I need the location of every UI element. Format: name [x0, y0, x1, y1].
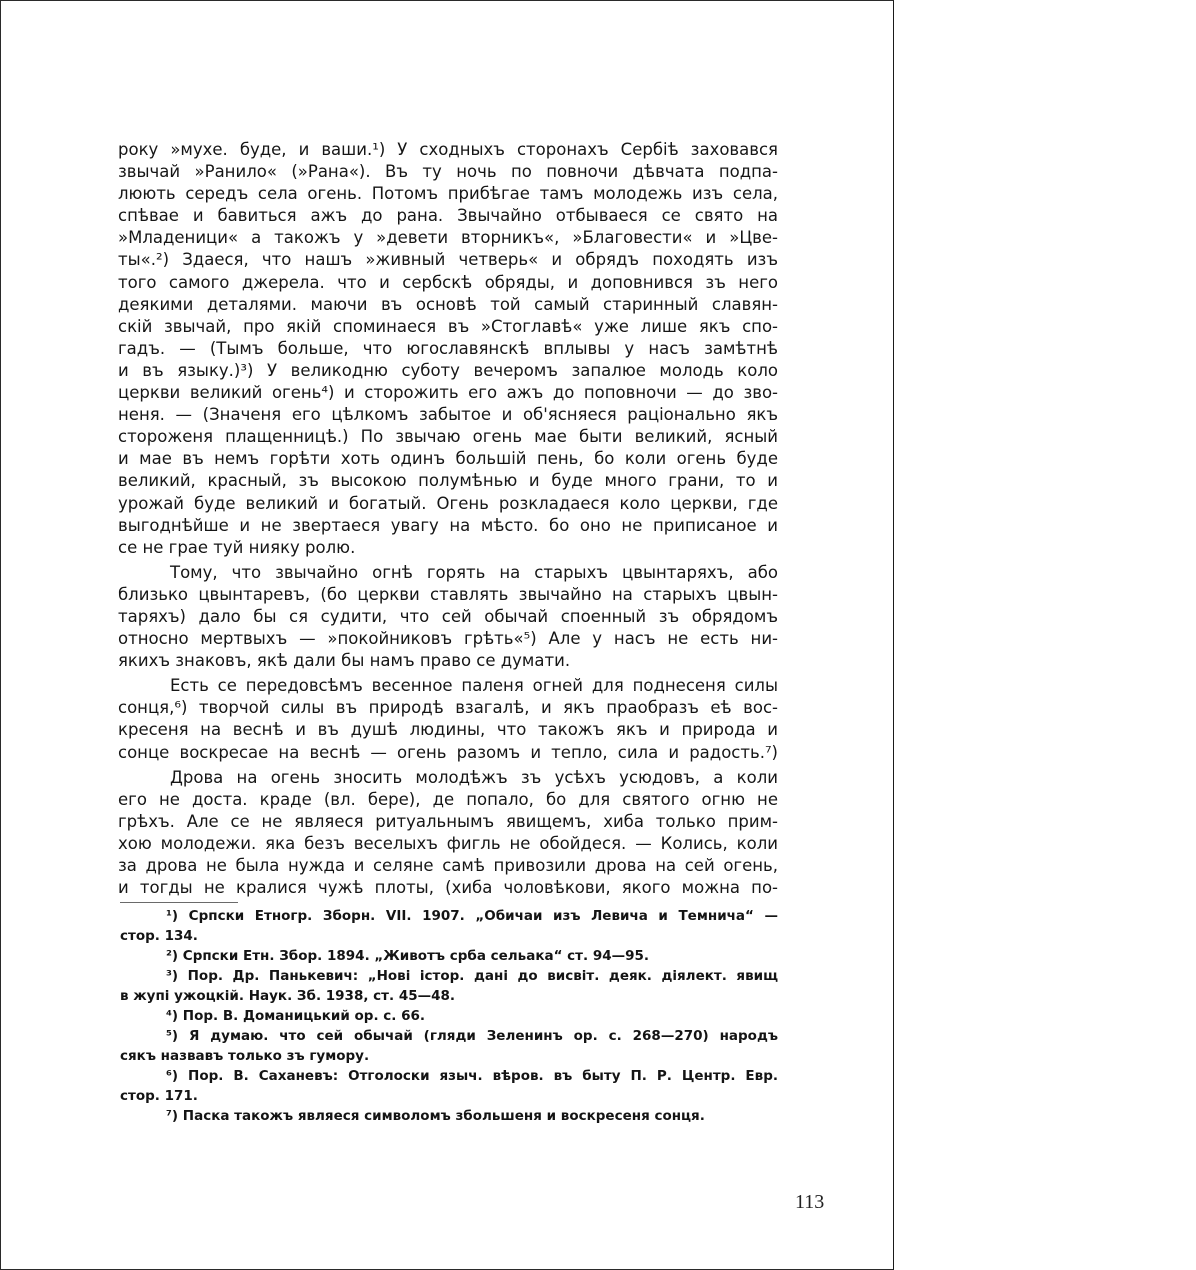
text-line: Есть се передовсѣмъ весенное паленя огней для поднесеня силы — [170, 676, 778, 696]
text-line: близько цвынтаревъ, (бо церкви ставлять звычайно на старыхъ цвын- — [118, 584, 778, 604]
text-line: сонце воскресае на веснѣ — огень разомъ и тепло, сила и радость.⁷) — [118, 742, 778, 762]
text-line: »Младеници« а такожъ у »девети вторникъ«, »Благовести« и »Цве- — [118, 228, 778, 248]
text-line: хою молодежи. яка безъ веселыхъ фигль не обойдеся. — Колись, коли — [118, 833, 778, 853]
text-line: выгоднѣйше и не звертаеся увагу на мѣсто. бо оно не приписаное и — [118, 515, 778, 535]
text-line: скій звычай, про якій споминаеся въ »Стоглавѣ« уже лише якъ спо- — [118, 316, 778, 336]
text-line: звычай »Ранило« (»Рана«). Въ ту ночь по повночи дѣвчата подпа- — [118, 162, 778, 182]
main-text — [118, 139, 778, 899]
text-line: якихъ знаковъ, якѣ дали бы намъ право се думати. — [118, 651, 571, 671]
text-line: и тогды не кралися чужѣ плоты, (хиба чоловѣкови, якого можна по- — [118, 878, 778, 898]
footnote-line: ⁴) Пор. В. Доманицький ор. с. 66. — [166, 1008, 426, 1024]
text-line: люють середъ села огень. Потомъ прибѣгае тамъ молодежь изъ села, — [118, 184, 778, 204]
text-line: церкви великий огень⁴) и сторожить его ажъ до поповночи — до зво- — [118, 383, 778, 403]
footnote-line: ³) Пор. Др. Панькевич: „Нові істор. дані до висвіт. деяк. діялект. явищ — [166, 968, 778, 984]
footnote-line: ⁶) Пор. В. Саханевъ: Отголоски языч. вѣров. въ быту П. Р. Центр. Евр. — [166, 1068, 778, 1084]
footnote-line: стор. 171. — [120, 1088, 198, 1104]
footnote-line: стор. 134. — [120, 928, 198, 944]
footnote — [120, 1026, 778, 1066]
text-line: Дрова на огень зносить молодѣжъ зъ усѣхъ усюдовъ, а коли — [170, 767, 778, 787]
text-line: относно мертвыхъ — »покойниковъ грѣть«⁵) Але у насъ не есть ни- — [118, 629, 778, 649]
footnote-line: в жупі ужоцкій. Наук. Зб. 1938, ст. 45—48. — [120, 988, 456, 1004]
footnote-line: сякъ назвавъ только зъ гумору. — [120, 1048, 370, 1064]
text-line: ты«.²) Здаеся, что нашъ »живный четверь« и обрядъ походять изъ — [118, 250, 778, 270]
footnote-line: ⁵) Я думаю. что сей обычай (гляди Зеленинъ ор. с. 268—270) народъ — [166, 1028, 778, 1044]
text-line: року »мухе. буде, и ваши.¹) У сходныхъ сторонахъ Сербіѣ заховався — [118, 140, 778, 159]
text-line: сонця,⁶) творчой силы въ природѣ взагалѣ, и якъ праобразъ еѣ вос- — [118, 698, 778, 718]
footnote — [120, 1106, 778, 1126]
footnotes — [120, 906, 778, 1126]
text-line: урожай буде великий и богатый. Огень розкладаеся коло церкви, где — [118, 493, 778, 513]
text-line: гадъ. — (Тымъ больше, что югославянскѣ вплывы у насъ замѣтнѣ — [118, 338, 778, 358]
footnote-line: ¹) Српски Етногр. Зборн. VII. 1907. „Обичаи изъ Левича и Темнича“ — — [166, 908, 778, 924]
paragraph — [118, 139, 778, 559]
text-line: спѣвае и бавиться ажъ до рана. Звычайно отбываеся се свято на — [118, 206, 778, 226]
footnote — [120, 906, 778, 946]
footnote — [120, 1066, 778, 1106]
text-line: и въ языку.)³) У великодню суботу вечеромъ запалюе молодь коло — [118, 360, 778, 380]
text-line: того самого джерела. что и сербскѣ обряды, и доповнився зъ него — [118, 272, 778, 292]
text-line: за дрова не была нужда и селяне самѣ привозили дрова на сей огень, — [118, 856, 778, 875]
footnote-divider — [120, 902, 238, 903]
text-line: кресеня на веснѣ и въ душѣ людины, что такожъ якъ и природа и — [118, 720, 778, 740]
text-line: великий, красный, зъ высокою полумѣнью и буде много грани, то и — [118, 471, 778, 491]
paragraph — [118, 562, 778, 672]
text-line: и мае въ немъ горѣти хоть одинъ большій пень, бо коли огень буде — [118, 449, 778, 469]
text-line: се не грае туй нияку ролю. — [118, 537, 356, 557]
footnote-line: ²) Српски Етн. Збор. 1894. „Животъ срба сельака“ ст. 94—95. — [166, 948, 650, 964]
paragraph — [118, 767, 778, 900]
page-number: 113 — [795, 1191, 825, 1213]
text-line: таряхъ) дало бы ся судити, что сей обычай споенный зъ обрядомъ — [118, 606, 778, 626]
text-line: стороженя плащенницѣ.) По звычаю огень мае быти великий, ясный — [118, 427, 778, 447]
text-line: деякими деталями. маючи въ основѣ той самый старинный славян- — [118, 294, 778, 314]
footnote — [120, 946, 778, 966]
footnote — [120, 1006, 778, 1026]
text-line: неня. — (Значеня его цѣлкомъ забытое и об'ясняеся раціонально якъ — [118, 405, 778, 425]
paragraph — [118, 675, 778, 763]
footnote-line: ⁷) Паска такожъ являеся символомъ збольшеня и воскресеня сонця. — [166, 1108, 705, 1124]
text-line: Тому, что звычайно огнѣ горять на старыхъ цвынтаряхъ, або — [170, 562, 778, 582]
text-line: грѣхъ. Але се не являеся ритуальнымъ явищемъ, хиба только прим- — [118, 811, 778, 831]
footnote — [120, 966, 778, 1006]
text-line: его не доста. краде (вл. бере), де попало, бо для святого огню не — [118, 789, 778, 809]
